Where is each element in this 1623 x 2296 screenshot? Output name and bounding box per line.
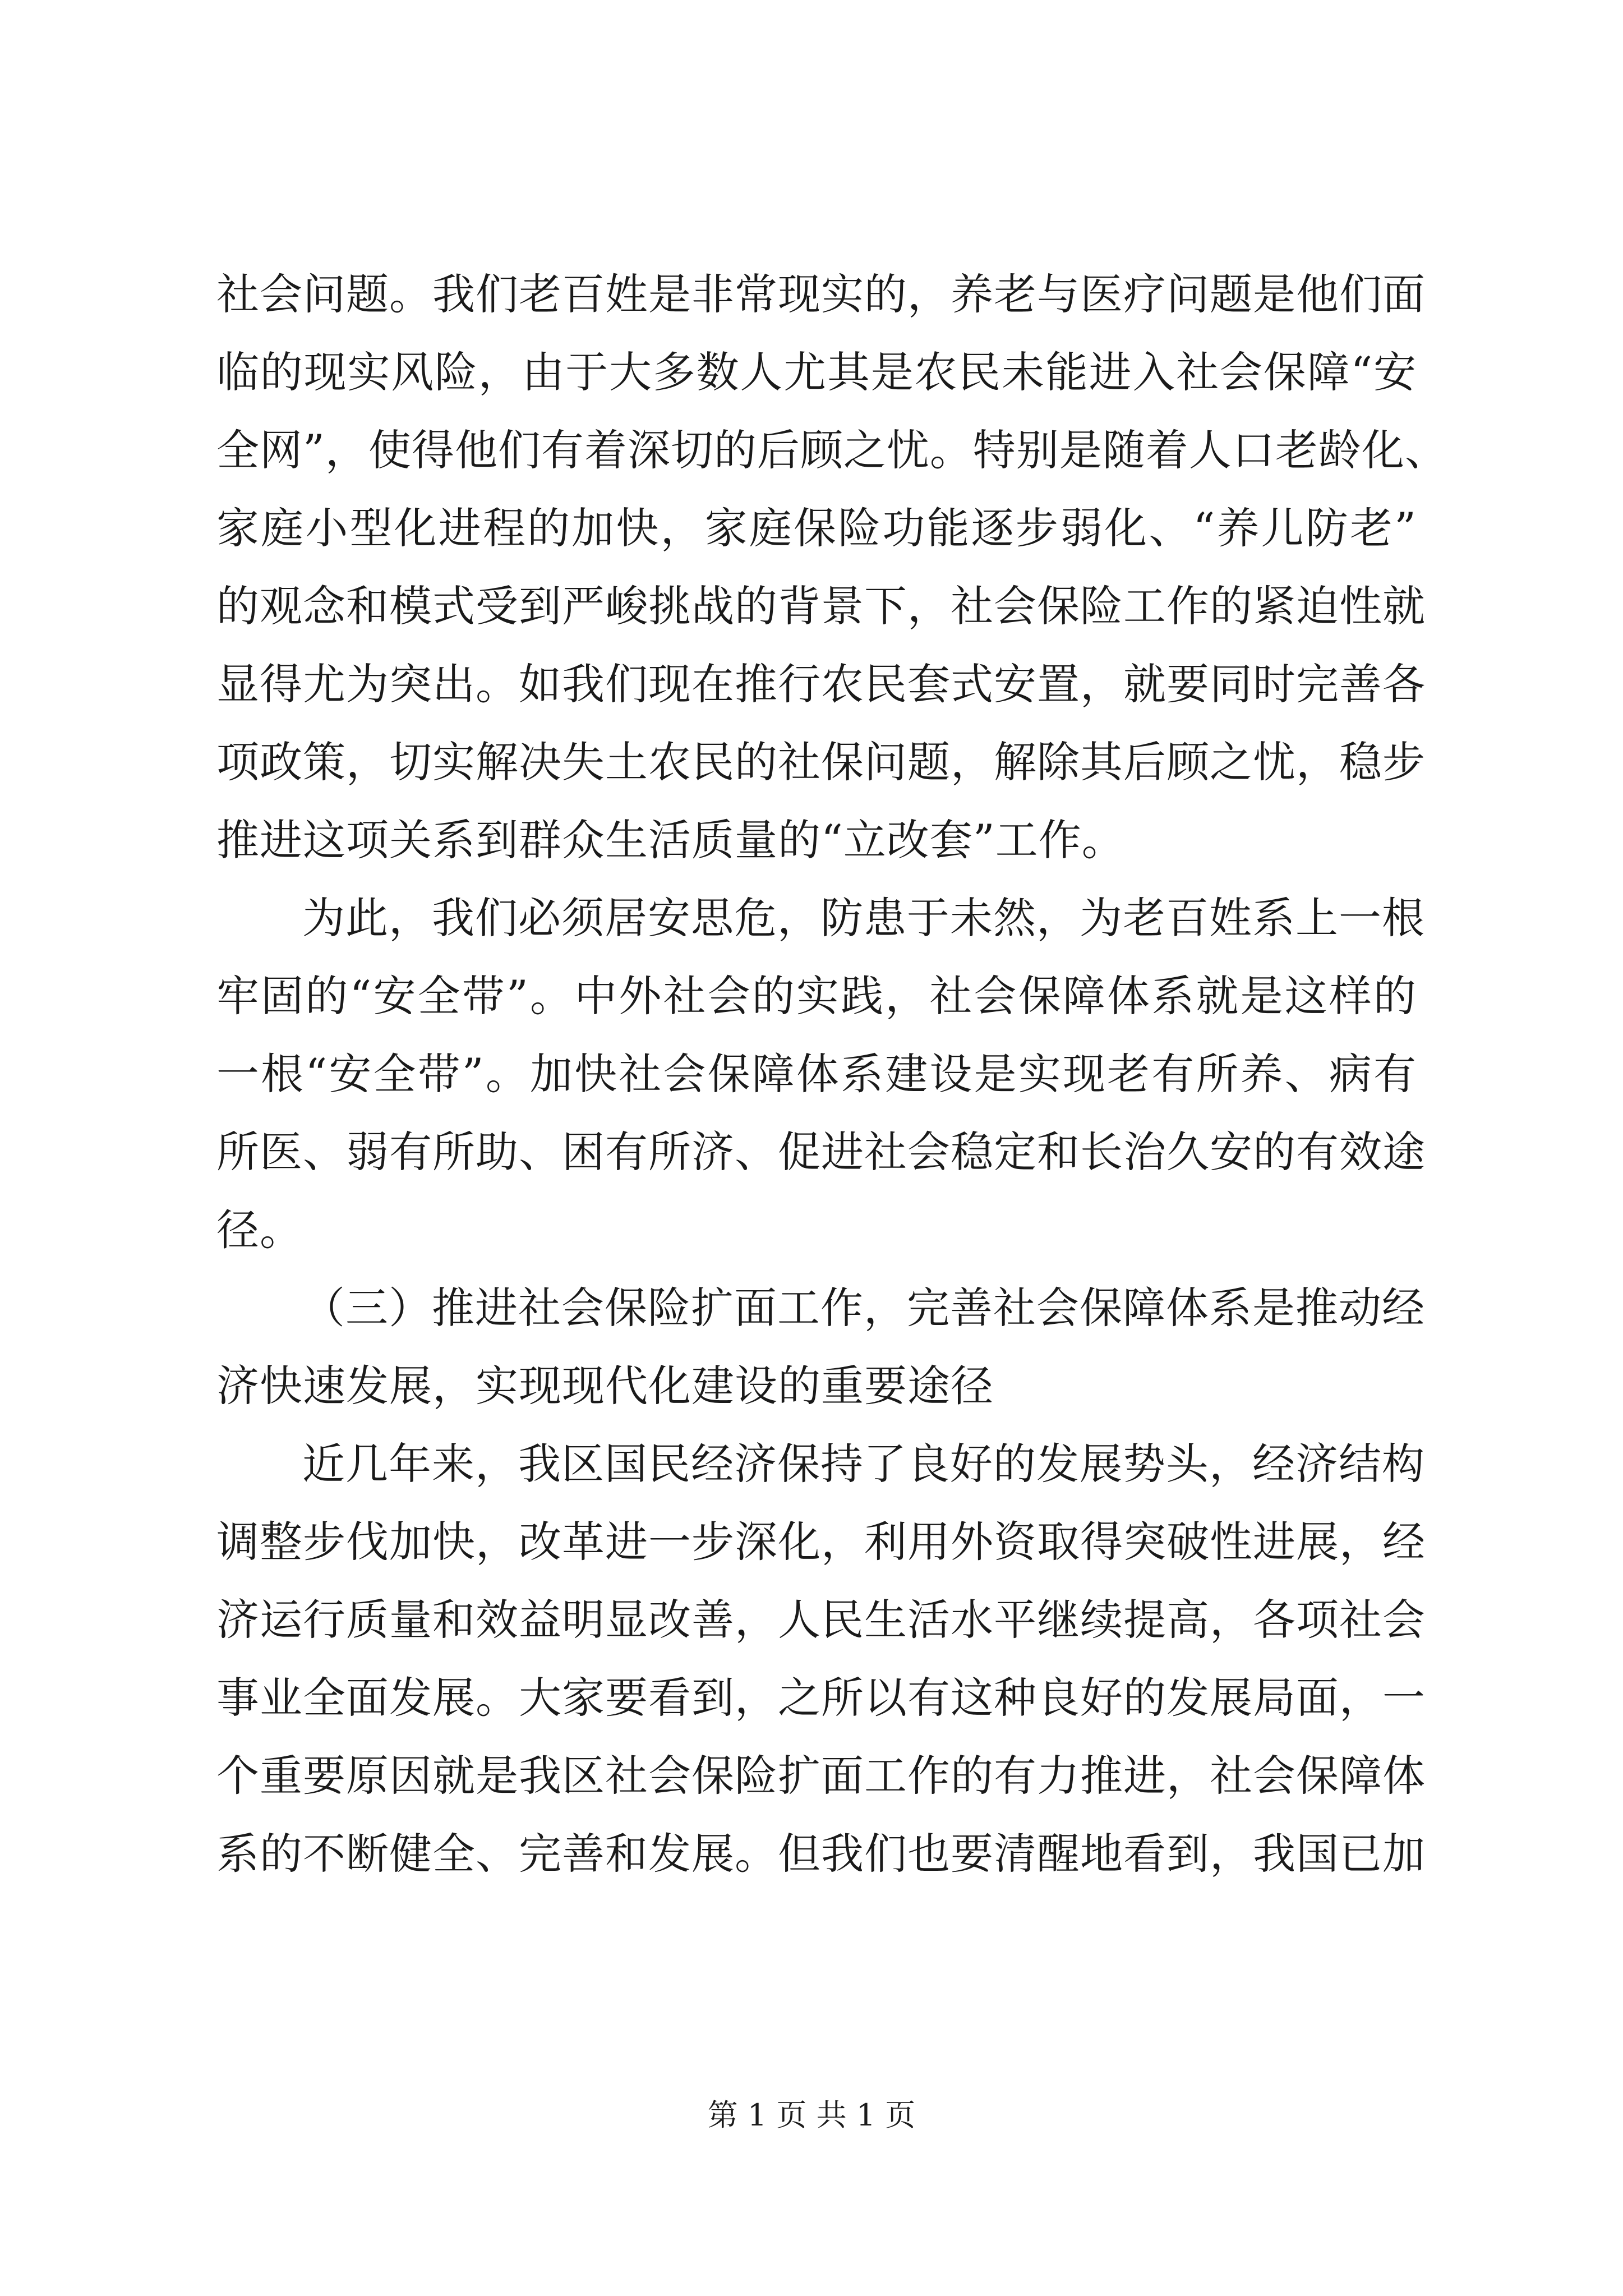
body-line: 所医、弱有所助、困有所济、促进社会稳定和长治久安的有效途 [216, 1127, 1426, 1177]
body-line: 系的不断健全、完善和发展。但我们也要清醒地看到，我国已加 [216, 1829, 1426, 1879]
paragraph-first-line: 为此，我们必须居安思危，防患于未然，为老百姓系上一根 [302, 893, 1425, 943]
body-line: 个重要原因就是我区社会保险扩面工作的有力推进，社会保障体 [216, 1751, 1426, 1801]
body-line: 社会问题。我们老百姓是非常现实的，养老与医疗问题是他们面 [216, 269, 1426, 319]
body-line: 济运行质量和效益明显改善，人民生活水平继续提高，各项社会 [216, 1595, 1426, 1645]
body-line: 显得尤为突出。如我们现在推行农民套式安置，就要同时完善各 [216, 659, 1426, 709]
section-heading-line: 济快速发展，实现现代化建设的重要途径 [216, 1361, 994, 1411]
section-heading-line: （三）推进社会保险扩面工作，完善社会保障体系是推动经 [302, 1283, 1425, 1333]
body-line: 项政策，切实解决失土农民的社保问题，解除其后顾之忧，稳步 [216, 737, 1426, 787]
body-line: 家庭小型化进程的加快，家庭保险功能逐步弱化、“养儿防老” [216, 503, 1417, 553]
paragraph-first-line: 近几年来，我区国民经济保持了良好的发展势头，经济结构 [302, 1439, 1425, 1489]
body-line: 牢固的“安全带”。中外社会的实践，社会保障体系就是这样的 [216, 971, 1417, 1021]
body-line: 推进这项关系到群众生活质量的“立改套”工作。 [216, 815, 1125, 865]
body-line: 全网”，使得他们有着深切的后顾之忧。特别是随着人口老龄化、 [216, 425, 1448, 475]
body-line: 临的现实风险，由于大多数人尤其是农民未能进入社会保障“安 [216, 347, 1417, 397]
body-line: 的观念和模式受到严峻挑战的背景下，社会保险工作的紧迫性就 [216, 581, 1426, 631]
body-line: 一根“安全带”。加快社会保障体系建设是实现老有所养、病有 [216, 1049, 1417, 1099]
body-line: 事业全面发展。大家要看到，之所以有这种良好的发展局面，一 [216, 1673, 1426, 1723]
page-number-footer: 第 1 页 共 1 页 [707, 2097, 916, 2133]
body-line: 径。 [216, 1205, 303, 1255]
body-line: 调整步伐加快，改革进一步深化，利用外资取得突破性进展，经 [216, 1517, 1426, 1567]
